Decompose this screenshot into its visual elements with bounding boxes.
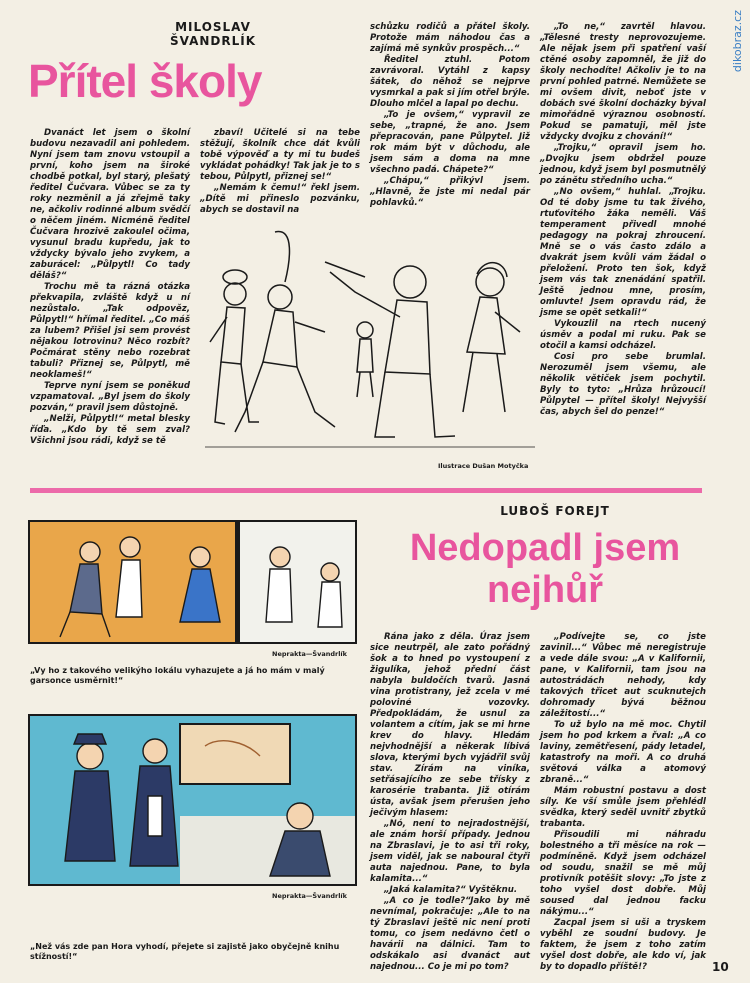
- paragraph: zbaví! Učitelé si na tebe stěžují, školník chce dát kvůli tobě výpověď a ty mi tu budeš vykládat pohádky! Tak jak je to s tebou, Půlpytl, přiznej se!“: [200, 128, 363, 182]
- paragraph: „Trojku,“ opravil jsem ho. „Dvojku jsem obdržel pouze jednou, když jsem byl posmutnělý po zánětu středního ucha.“: [540, 143, 709, 186]
- school-illustration: [205, 222, 535, 457]
- cartoon-1: [28, 520, 357, 644]
- article2-title: [380, 527, 710, 611]
- paragraph: „No ovšem,“ huhlal. „Trojku. Od té doby jsme tu tak živého, rtuťovitého žáka neměli. Váš temperament přivedl mnohé pedagogy na pokraj zhroucení. Mně se o vás často zdálo a dvakrát jsem kvůli vám žádal o přeložení. Proto ten šok, když jsem vás tak znenádání spatřil. Ještě jednou mne, prosím, omluvte! Jsem opravdu rád, že jsme se opět setkali!“: [540, 187, 709, 318]
- paragraph: „To je ovšem,“ vypravil ze sebe, „trapné, že ano. Jsem přepracován, pane Půlpytel. Již rok mám být v důchodu, ale jsem sám a doma na mne všechno padá. Chápete?“: [370, 110, 533, 175]
- article1-column-3: [370, 22, 533, 209]
- paragraph: „Nelži, Půlpytl!“ metal blesky říďa. „Kdo by tě sem zval? Všichni jsou rádi, když se tě: [30, 414, 193, 446]
- article2-title-line2: nejhůř: [486, 569, 604, 611]
- paragraph: Cosi pro sebe brumlal. Nerozuměl jsem všemu, ale několik větiček jsem pochytil. Byly to tyto: „Hrůza hrůzoucí! Půlpytel — přítel školy! Nejvyšší čas, abych šel do penze!“: [540, 352, 709, 417]
- article2-author: LUBOŠ FOREJT: [500, 504, 610, 518]
- paragraph: schůzku rodičů a přátel školy. Protože mám náhodou čas a zajímá mě synkův prospěch...“: [370, 22, 533, 54]
- article1-author-first: MILOSLAV: [175, 20, 251, 34]
- cartoon-1-caption: „Vy ho z takového velikýho lokálu vyhazujete a já ho mám v malý garsonce usměrnit!“: [30, 666, 325, 685]
- paragraph: Ředitel ztuhl. Potom zavrávoral. Vytáhl z kapsy šátek, do něhož se nejprve vysmrkal a pak si jím otřel brýle. Dlouho mlčel a lapal po dechu.: [370, 55, 533, 109]
- article2-column-2: [540, 632, 709, 973]
- paragraph: „Nó, není to nejradostnější, ale znám horší případy. Jednou na Zbraslavi, je to asi tři roky, jsem viděl, jak se naboural čtyři auta najednou. Pane, to byla kalamita...“: [370, 819, 533, 884]
- article1-column-2: [200, 128, 363, 216]
- paragraph: Vykouzlil na rtech nucený úsměv a podal mi ruku. Pak se otočil a kamsi odcházel.: [540, 319, 709, 351]
- article2-column-1: [370, 632, 533, 973]
- article1-column-1: [30, 128, 193, 447]
- cartoon-2: [28, 714, 357, 886]
- paragraph: „Nemám k čemu!“ řekl jsem. „Dítě mi přineslo pozvánku, abych se dostavil na: [200, 183, 363, 215]
- cartoon-2-drawing: [30, 716, 355, 884]
- article1-title: Přítel školy: [28, 55, 262, 107]
- paragraph: Přisoudili mi náhradu bolestného a tři měsíce na rok — podmíněně. Když jsem odcházel od soudu, snažil se mě můj protivník potěšit slovy: „To jste z toho vyšel dost dobře. Můj soused dal jednou facku nákýmu...“: [540, 830, 709, 917]
- illustration-credit: Ilustrace Dušan Motyčka: [438, 462, 529, 470]
- cartoon-1-credit: Neprakta—Švandrlík: [272, 650, 347, 658]
- paragraph: „To ne,“ zavrtěl hlavou. „Tělesné tresty neprovozujeme. Ale nějak jsem při spatření vaší ctěné osoby zapomněl, že již do školy nechodíte! Ačkoliv je to na první pohled patrné. Nemůžete se mi ovšem divit, neboť jste v dobách své školní docházky býval mimořádně výraznou osobností. Pokud se pamatuji, měl jste vždycky dvojku z chování!“: [540, 22, 709, 142]
- article1-author-last: ŠVANDRLÍK: [169, 34, 257, 48]
- section-divider: [30, 488, 702, 493]
- paragraph: Rána jako z děla. Úraz jsem sice neutrpěl, ale zato pořádný šok a to hned po vystoupení z žigulíka, jehož přední část nabyla buldočích tvarů. Jasná vina protistrany, jež zcela v mé poloviné vozovky. Předpokládám, že usnul za volantem a cítím, jak se mi hrne krev do hlavy. Hledám nejvhodnější a někerak líbivá slova, kterými bych vyjádřil svůj stav. Zírám na viníka, setřásajícího ze sebe třísky z karosérie trabanta. Již otírám ústa, avšak jsem přerušen jeho ječivým hlasem:: [370, 632, 533, 818]
- cartoon-1-drawing: [30, 522, 355, 642]
- cartoon-2-credit: Neprakta—Švandrlík: [272, 892, 347, 900]
- paragraph: „A co je todle?“Jako by mě nevnímal, pokračuje: „Ale to na tý Zbraslavi ještě nic není proti tomu, co jsem nedávno četl o havárii na dálnici. Tam to odskákalo asi dvanáct aut najednou... Co je mi po tom?: [370, 896, 533, 972]
- paragraph: „Jaká kalamita?“ Vyštěknu.: [384, 885, 518, 895]
- page-number: 10: [712, 960, 729, 974]
- paragraph: Trochu mě ta rázná otázka překvapila, zvláště když u ní nezůstalo. „Tak odpověz, Půlpytl!“ hřímal ředitel. „Co máš za lubem? Přišel jsi sem provést nějakou lotrovinu? Něco rozbít? Počmárat stěny nebo rozebrat tabuli? Přiznej se, Půlpytl, mě neoklameš!“: [30, 282, 193, 380]
- article1-author: [138, 20, 288, 48]
- paragraph: Teprve nyní jsem se poněkud vzpamatoval. „Byl jsem do školy pozván,“ pravil jsem důstojně.: [30, 381, 193, 413]
- paragraph: Zacpal jsem si uši a tryskem vyběhl ze soudní budovy. Je faktem, že jsem z toho zatím vyšel dost dobře, ale kdo ví, jak by to dopadlo příště!?: [540, 918, 709, 972]
- paragraph: Dvanáct let jsem o školní budovu nezavadil ani pohledem. Nyní jsem tam znovu vstoupil a první, koho jsem na široké chodbě potkal, byl starý, plešatý ředitel Čučvara. Vůbec se za ty roky nezměnil a já zřejmě taky ne, ačkoliv rodinné album svědčí o něčem jiném. Nicméně ředitel Čučvara hrozivě zakoulel očima, vysunul bradu kupředu, jak to vždycky bývalo jeho zvykem, a zaburácel: „Půlpytl! Co tady děláš?“: [30, 128, 193, 281]
- illustration-drawing: [205, 222, 535, 457]
- watermark: dikobraz.cz: [731, 10, 744, 73]
- paragraph: „Chápu,“ přikývl jsem. „Hlavně, že jste mi nedal pár pohlavků.“: [370, 176, 533, 208]
- paragraph: To už bylo na mě moc. Chytil jsem ho pod krkem a řval: „A co laviny, zemětřesení, pády letadel, katastrofy na moři. A co druhá světová válka a atomový zbraně...“: [540, 720, 709, 785]
- article2-title-line1: Nedopadl jsem: [409, 527, 681, 569]
- cartoon-2-caption: „Než vás zde pan Hora vyhodí, přejete si zajistě jako obyčejně knihu stížností!“: [30, 942, 340, 961]
- paragraph: Mám robustní postavu a dost síly. Ke vší smůle jsem přehlédl svědka, který seděl uvnitř zbytků trabanta.: [540, 786, 709, 829]
- paragraph: „Podívejte se, co jste zavinil...“ Vůbec mě neregistruje a vede dále svou: „A v Kalifornii, pane, v Kalifornii, tam jsou na autostrádách nehody, kdy takových třicet aut scuknutejch dohromady bývá běžnou záležitostí...“: [540, 632, 709, 719]
- article1-column-4: [540, 22, 709, 418]
